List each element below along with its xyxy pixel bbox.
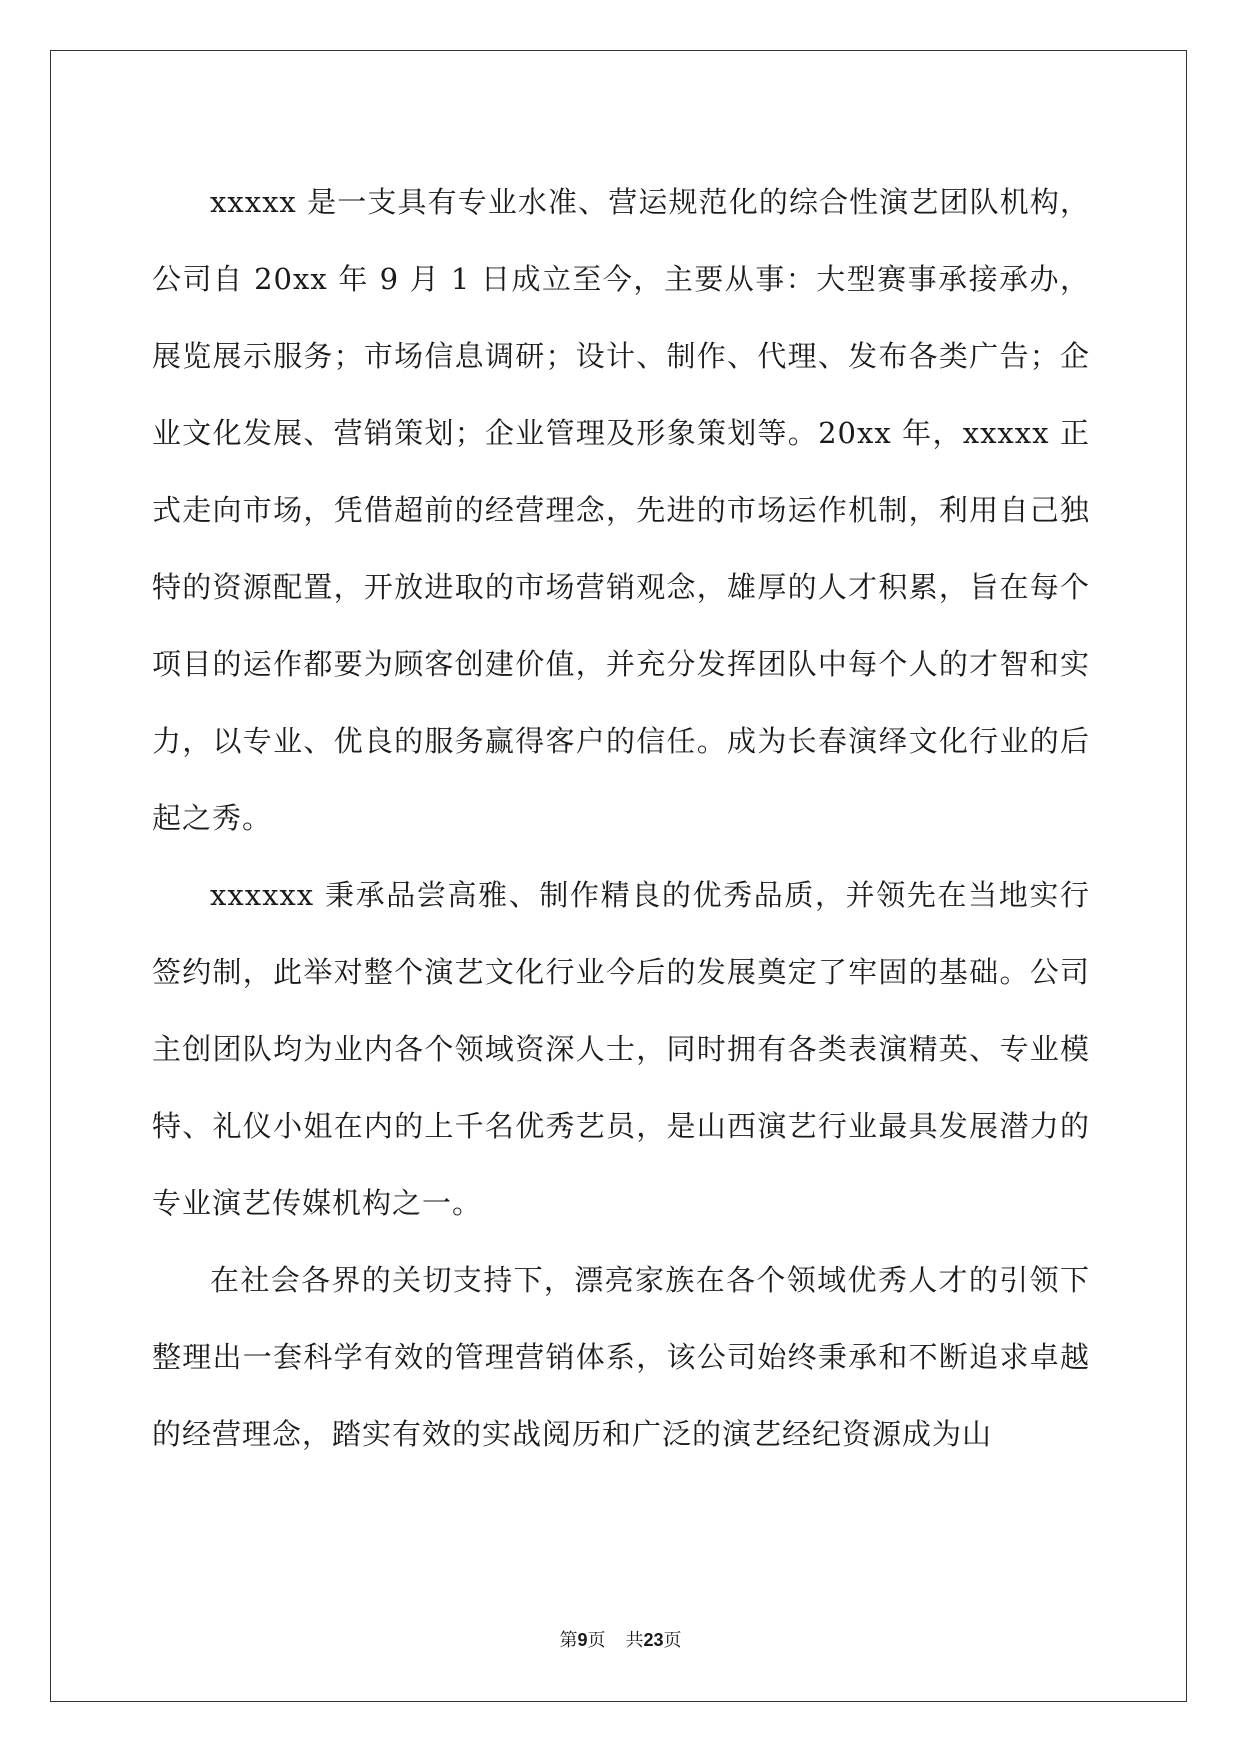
paragraph-1: xxxxx 是一支具有专业水准、营运规范化的综合性演艺团队机构，公司自 20xx 年 9 月 1 日成立至今，主要从事：大型赛事承接承办，展览展示服务；市场信息调研；设计、制作、代理、发布各类广告；企业文化发展、营销策划；企业管理及形象策划等。20xx 年，xxxxx 正式走向市场，凭借超前的经营理念，先进的市场运作机制，利用自己独特的资源配置，开放进取的市场营销观念，雄厚的人才积累，旨在每个项目的运作都要为顾客创建价值，并充分发挥团队中每个人的才智和实力，以专业、优良的服务赢得客户的信任。成为长春演绎文化行业的后起之秀。 bbox=[152, 185, 1090, 835]
paragraph-3: 在社会各界的关切支持下，漂亮家族在各个领域优秀人才的引领下整理出一套科学有效的管理营销体系，该公司始终秉承和不断追求卓越的经营理念，踏实有效的实战阅历和广泛的演艺经纪资源成为山 bbox=[152, 1263, 1090, 1451]
total-prefix: 共 bbox=[625, 1630, 644, 1651]
document-body bbox=[152, 164, 1090, 1473]
page-suffix: 页 bbox=[587, 1630, 606, 1651]
page-footer bbox=[0, 1626, 1241, 1652]
page-prefix: 第 bbox=[559, 1630, 578, 1651]
total-suffix: 页 bbox=[663, 1630, 682, 1651]
paragraph-2: xxxxxx 秉承品尝高雅、制作精良的优秀品质，并领先在当地实行签约制，此举对整个演艺文化行业今后的发展奠定了牢固的基础。公司主创团队均为业内各个领域资深人士，同时拥有各类表演精英、专业模特、礼仪小姐在内的上千名优秀艺员，是山西演艺行业最具发展潜力的专业演艺传媒机构之一。 bbox=[152, 878, 1090, 1220]
page-number: 9 bbox=[577, 1630, 588, 1650]
total-pages: 23 bbox=[643, 1630, 664, 1650]
